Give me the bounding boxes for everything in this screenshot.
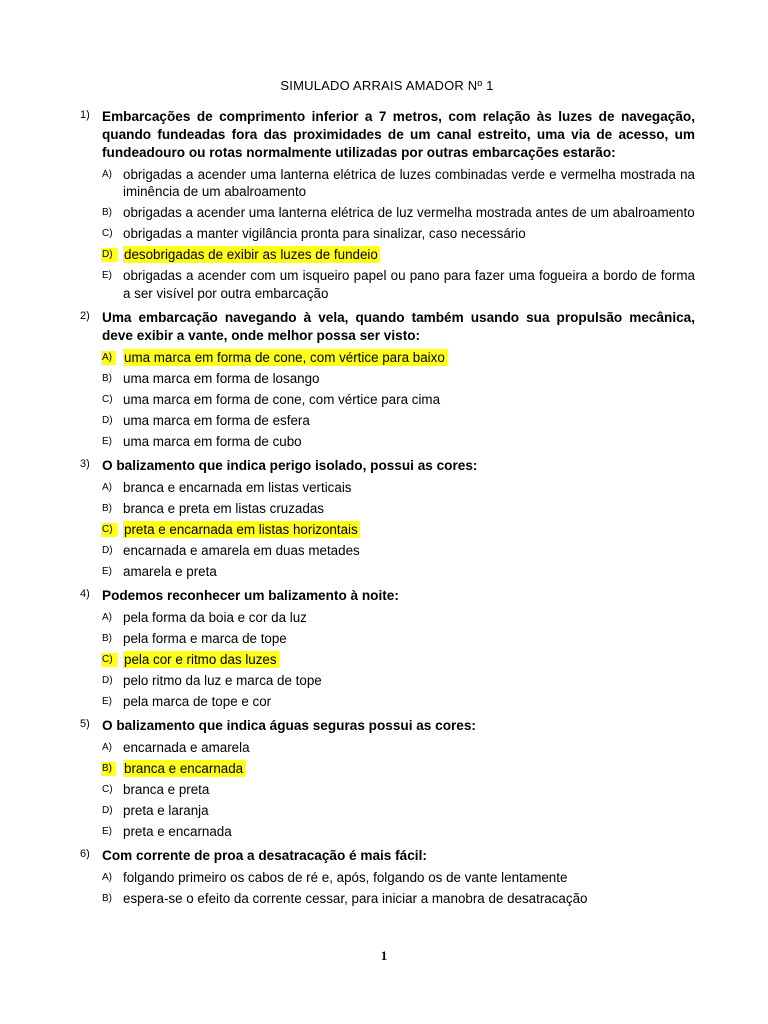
option-text-container (123, 246, 695, 264)
question-text: O balizamento que indica águas seguras possui as cores: (102, 718, 476, 733)
question-text: Uma embarcação navegando à vela, quando também usando sua propulsão mecânica, deve exibir a vante, onde melhor possa ser visto: (102, 310, 695, 343)
answer-option (80, 370, 695, 388)
answer-option (80, 246, 695, 264)
page-title: SIMULADO ARRAIS AMADOR Nº 1 (280, 78, 494, 93)
answer-option (80, 166, 695, 201)
question-row (80, 457, 695, 475)
option-text-container (123, 651, 695, 669)
answer-option (80, 204, 695, 222)
option-text-container (123, 542, 695, 560)
question-row (80, 847, 695, 865)
option-text-container (123, 802, 695, 820)
option-text: branca e encarnada em listas verticais (123, 479, 352, 495)
option-text: pela forma da boia e cor da luz (123, 609, 307, 625)
option-text: amarela e preta (123, 563, 217, 579)
option-letter: A) (101, 351, 116, 365)
option-text-container (123, 500, 695, 518)
answer-option (80, 739, 695, 757)
option-text: obrigadas a acender uma lanterna elétrica de luz vermelha mostrada antes de um abalroamento (123, 205, 695, 220)
option-letter: D) (102, 414, 113, 426)
option-text-container (123, 521, 695, 539)
answer-option (80, 349, 695, 367)
option-text-container (123, 781, 695, 799)
option-text: uma marca em forma de cone, com vértice para cima (123, 391, 441, 407)
option-letter: E) (102, 565, 112, 577)
option-letter: B) (101, 762, 116, 776)
answer-option (80, 781, 695, 799)
option-text-container (123, 412, 695, 430)
option-letter: B) (102, 632, 112, 644)
question-text: Embarcações de comprimento inferior a 7 metros, com relação às luzes de navegação, quando fundeadas fora das proximidades de um canal estreito, uma via de acesso, um fundeadouro ou rotas normalmente utilizadas por outras embarcações estarão: (102, 109, 695, 160)
option-letter: B) (102, 502, 112, 514)
answer-option (80, 267, 695, 302)
option-letter: A) (102, 481, 112, 493)
option-text: preta e laranja (123, 802, 209, 818)
option-letter: D) (101, 248, 117, 262)
option-text-container (123, 630, 695, 648)
option-text-container (123, 869, 695, 887)
option-letter: B) (102, 892, 112, 904)
option-text-container (123, 823, 695, 841)
option-text: pela forma e marca de tope (123, 630, 287, 646)
answer-option (80, 823, 695, 841)
option-text-container (123, 693, 695, 711)
option-text-container (123, 479, 695, 497)
answer-option (80, 391, 695, 409)
answer-option (80, 672, 695, 690)
option-text: espera-se o efeito da corrente cessar, para iniciar a manobra de desatracação (123, 890, 588, 906)
question-2 (80, 309, 695, 450)
question-list (80, 108, 695, 914)
option-letter: A) (102, 168, 112, 180)
answer-option (80, 433, 695, 451)
option-letter: C) (102, 228, 113, 239)
answer-option (80, 760, 695, 778)
option-text-container (123, 267, 695, 302)
option-text: folgando primeiro os cabos de ré e, após, folgando os de vante lentamente (123, 869, 568, 885)
question-number: 5) (80, 718, 90, 730)
option-letter: A) (102, 871, 112, 883)
answer-option (80, 609, 695, 627)
option-letter: D) (102, 544, 113, 556)
answer-option (80, 542, 695, 560)
option-text: encarnada e amarela (123, 739, 250, 755)
answer-option (80, 630, 695, 648)
question-1 (80, 108, 695, 302)
question-text: Com corrente de proa a desatracação é mais fácil: (102, 848, 427, 863)
option-letter: E) (102, 695, 112, 707)
answer-option (80, 225, 695, 243)
option-text-container (123, 890, 695, 908)
answer-option (80, 802, 695, 820)
answer-option (80, 479, 695, 497)
option-letter: C) (101, 523, 117, 537)
question-6 (80, 847, 695, 907)
option-text-container (123, 672, 695, 690)
option-text: pela marca de tope e cor (123, 693, 272, 709)
answer-option (80, 651, 695, 669)
option-letter: E) (102, 270, 112, 281)
option-text-container (123, 370, 695, 388)
option-letter: C) (102, 393, 113, 405)
option-text-container (123, 760, 695, 778)
option-letter: B) (102, 372, 112, 384)
option-text-container (123, 609, 695, 627)
option-letter: A) (102, 741, 112, 753)
highlighted-correct-answer: pela cor e ritmo das luzes (124, 651, 277, 667)
answer-option (80, 412, 695, 430)
question-number: 3) (80, 458, 90, 470)
answer-option (80, 693, 695, 711)
option-text: obrigadas a acender com um isqueiro papel ou pano para fazer uma fogueira a bordo de forma a ser visível por outra embarcação (123, 268, 695, 301)
question-number: 4) (80, 588, 90, 600)
question-row (80, 108, 695, 162)
option-text-container (123, 563, 695, 581)
option-letter: C) (101, 653, 117, 667)
highlighted-correct-answer: uma marca em forma de cone, com vértice para baixo (124, 349, 445, 365)
option-text: obrigadas a manter vigilância pronta para sinalizar, caso necessário (123, 226, 526, 241)
highlighted-correct-answer: preta e encarnada em listas horizontais (124, 521, 358, 537)
highlighted-correct-answer: desobrigadas de exibir as luzes de fundeio (124, 247, 378, 262)
option-text: obrigadas a acender uma lanterna elétrica de luzes combinadas verde e vermelha mostrada na iminência de um abalroamento (123, 166, 695, 199)
question-number: 1) (80, 109, 90, 121)
option-letter: A) (102, 611, 112, 623)
option-letter: E) (102, 825, 112, 837)
question-row (80, 717, 695, 735)
question-number: 6) (80, 848, 90, 860)
question-5 (80, 717, 695, 840)
option-letter: C) (102, 783, 113, 795)
option-text: encarnada e amarela em duas metades (123, 542, 360, 558)
answer-option (80, 500, 695, 518)
question-number: 2) (80, 310, 90, 322)
option-text-container (123, 166, 695, 201)
option-text: branca e preta (123, 781, 210, 797)
answer-option (80, 563, 695, 581)
question-4 (80, 587, 695, 710)
option-text-container (123, 391, 695, 409)
question-3 (80, 457, 695, 580)
question-text: Podemos reconhecer um balizamento à noite: (102, 588, 399, 603)
question-row (80, 587, 695, 605)
option-text-container (123, 225, 695, 243)
option-text: pelo ritmo da luz e marca de tope (123, 672, 322, 688)
option-text-container (123, 433, 695, 451)
option-text: branca e preta em listas cruzadas (123, 500, 324, 516)
question-text: O balizamento que indica perigo isolado, possui as cores: (102, 458, 478, 473)
option-text-container (123, 204, 695, 222)
question-row (80, 309, 695, 345)
option-text-container (123, 349, 695, 367)
answer-option (80, 890, 695, 908)
option-letter: D) (102, 674, 113, 686)
option-text: uma marca em forma de cubo (123, 433, 302, 449)
answer-option (80, 521, 695, 539)
page-number: 1 (380, 948, 388, 963)
highlighted-correct-answer: branca e encarnada (124, 760, 244, 776)
answer-option (80, 869, 695, 887)
option-text: uma marca em forma de esfera (123, 412, 310, 428)
option-letter: B) (102, 207, 112, 218)
option-letter: D) (102, 804, 113, 816)
option-text-container (123, 739, 695, 757)
option-text: preta e encarnada (123, 823, 232, 839)
option-letter: E) (102, 435, 112, 447)
option-text: uma marca em forma de losango (123, 370, 320, 386)
